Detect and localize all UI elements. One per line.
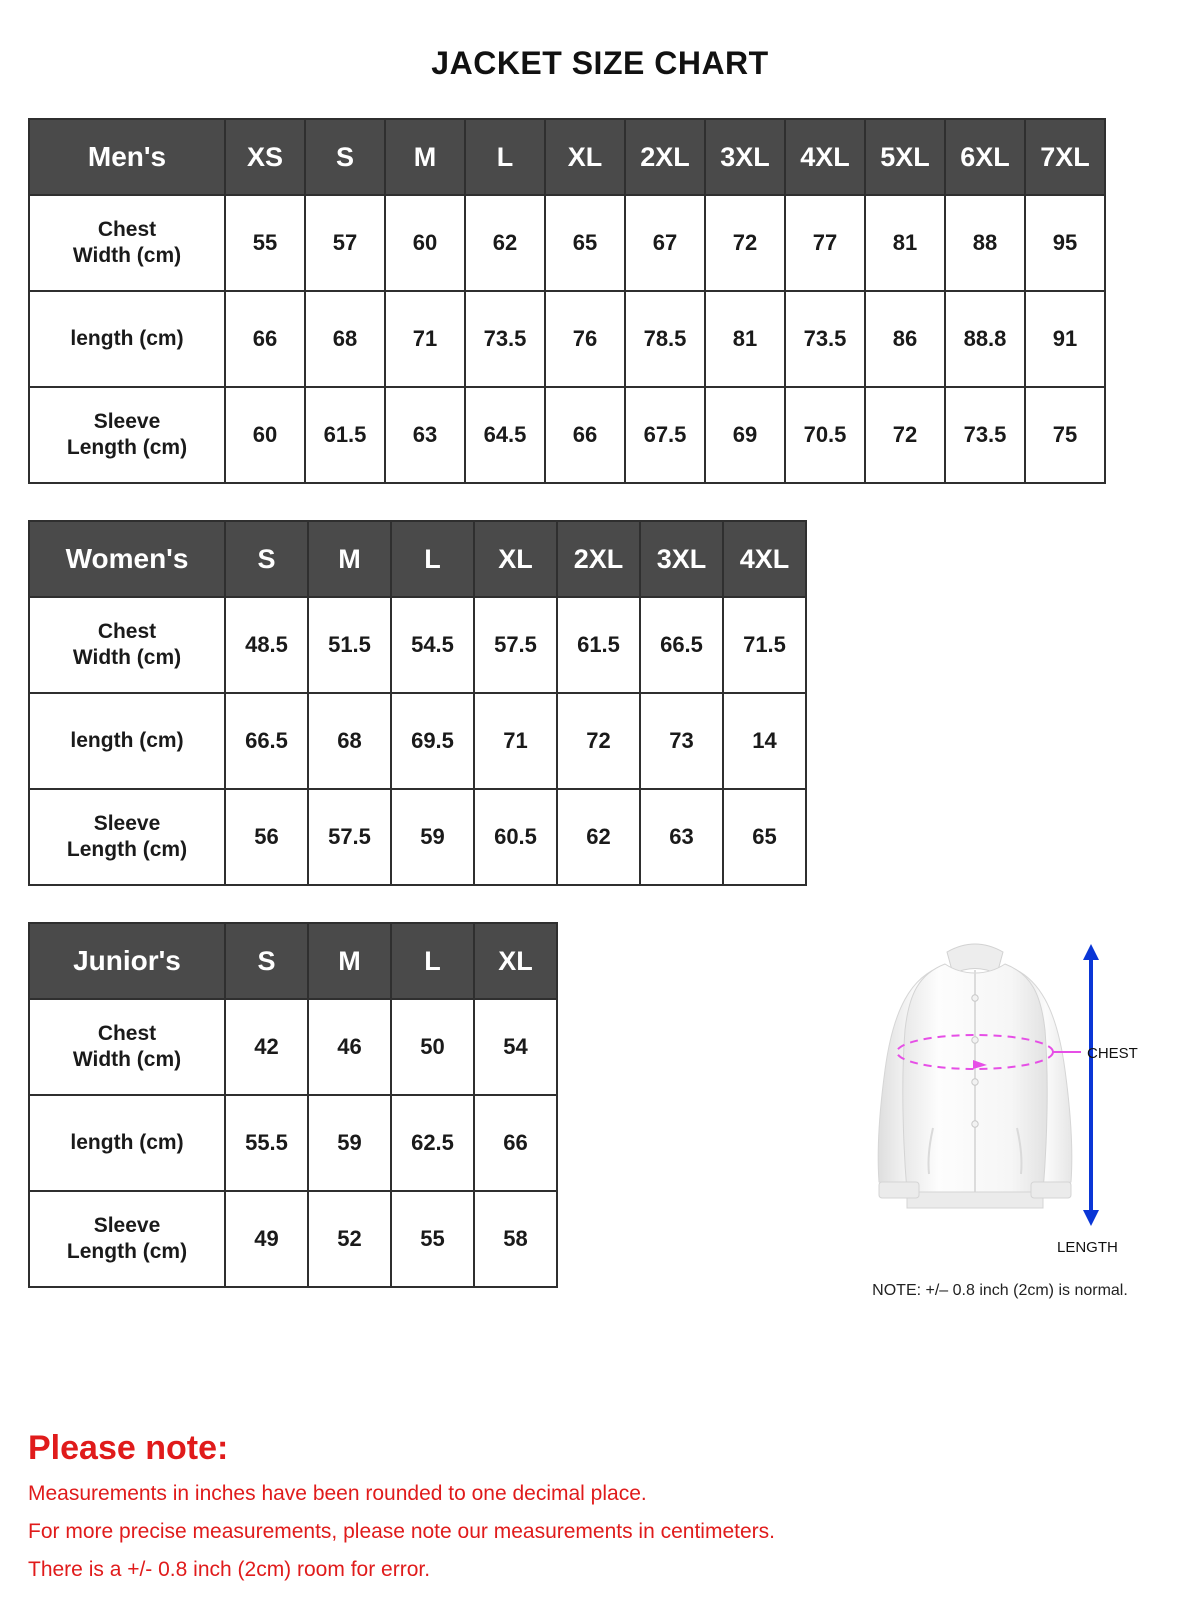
jacket-icon xyxy=(835,930,1165,1270)
row-label xyxy=(29,789,225,885)
jacket-illustration xyxy=(835,930,1165,1270)
cell: 49 xyxy=(225,1191,308,1287)
chest-label-text: CHEST xyxy=(1087,1045,1138,1062)
mens-size-header: 4XL xyxy=(785,119,865,195)
row-label-line1: Sleeve xyxy=(93,409,161,433)
cell: 54 xyxy=(474,999,557,1095)
cell: 68 xyxy=(308,693,391,789)
cell: 73.5 xyxy=(785,291,865,387)
please-note-line: Measurements in inches have been rounded to one decimal place. xyxy=(28,1482,647,1505)
row-label-line1: Chest xyxy=(97,1021,157,1045)
womens-size-header: 2XL xyxy=(557,521,640,597)
cell: 72 xyxy=(865,387,945,483)
please-note-line: There is a +/- 0.8 inch (2cm) room for error. xyxy=(28,1558,431,1581)
cell: 57.5 xyxy=(474,597,557,693)
cell: 57.5 xyxy=(308,789,391,885)
cell: 66 xyxy=(474,1095,557,1191)
cell: 64.5 xyxy=(465,387,545,483)
please-note-section xyxy=(28,1429,1168,1582)
womens-size-header: XL xyxy=(474,521,557,597)
mens-size-header: XL xyxy=(545,119,625,195)
mens-header-label: Men's xyxy=(29,119,225,195)
row-label-line2: Width (cm) xyxy=(72,1048,182,1071)
cell: 52 xyxy=(308,1191,391,1287)
table-row xyxy=(29,387,1105,483)
cell: 88.8 xyxy=(945,291,1025,387)
cell: 59 xyxy=(308,1095,391,1191)
cell: 95 xyxy=(1025,195,1105,291)
cell: 54.5 xyxy=(391,597,474,693)
cell: 77 xyxy=(785,195,865,291)
cell: 71 xyxy=(474,693,557,789)
cell: 69 xyxy=(705,387,785,483)
cell: 63 xyxy=(385,387,465,483)
cell: 46 xyxy=(308,999,391,1095)
cell: 68 xyxy=(305,291,385,387)
cell: 61.5 xyxy=(305,387,385,483)
please-note-line: For more precise measurements, please note our measurements in centimeters. xyxy=(28,1520,775,1543)
cell: 88 xyxy=(945,195,1025,291)
cell: 75 xyxy=(1025,387,1105,483)
cell: 55 xyxy=(225,195,305,291)
table-row xyxy=(29,789,806,885)
juniors-size-header: M xyxy=(308,923,391,999)
cell: 72 xyxy=(705,195,785,291)
womens-size-header: 3XL xyxy=(640,521,723,597)
mens-size-header: 5XL xyxy=(865,119,945,195)
cell: 66.5 xyxy=(225,693,308,789)
row-label-line2: Length (cm) xyxy=(66,1240,188,1263)
cell: 66 xyxy=(545,387,625,483)
page-title: JACKET SIZE CHART xyxy=(431,45,769,81)
cell: 61.5 xyxy=(557,597,640,693)
row-label-line1: length (cm) xyxy=(70,728,184,752)
row-label xyxy=(29,387,225,483)
table-row xyxy=(29,291,1105,387)
row-label xyxy=(29,1095,225,1191)
row-label-line1: length (cm) xyxy=(70,326,184,350)
row-label-line1: Chest xyxy=(97,619,157,643)
cell: 63 xyxy=(640,789,723,885)
mens-size-header: M xyxy=(385,119,465,195)
cell: 76 xyxy=(545,291,625,387)
juniors-size-table xyxy=(28,922,558,1288)
row-label xyxy=(29,999,225,1095)
juniors-size-header: XL xyxy=(474,923,557,999)
cell: 66 xyxy=(225,291,305,387)
cell: 71.5 xyxy=(723,597,806,693)
cell: 48.5 xyxy=(225,597,308,693)
mens-size-header: 7XL xyxy=(1025,119,1105,195)
table-row xyxy=(29,195,1105,291)
cell: 60 xyxy=(225,387,305,483)
jacket-measurement-diagram xyxy=(830,930,1170,1300)
cell: 81 xyxy=(865,195,945,291)
cell: 73 xyxy=(640,693,723,789)
row-label-line1: Sleeve xyxy=(93,1213,161,1237)
cell: 67.5 xyxy=(625,387,705,483)
cell: 42 xyxy=(225,999,308,1095)
cell: 60.5 xyxy=(474,789,557,885)
cell: 86 xyxy=(865,291,945,387)
mens-size-table xyxy=(28,118,1106,484)
row-label-line1: Chest xyxy=(97,217,157,241)
womens-size-table xyxy=(28,520,807,886)
row-label-line2: Length (cm) xyxy=(66,838,188,861)
row-label-line2: Width (cm) xyxy=(72,646,182,669)
cell: 66.5 xyxy=(640,597,723,693)
cell: 62 xyxy=(557,789,640,885)
cell: 56 xyxy=(225,789,308,885)
cell: 62.5 xyxy=(391,1095,474,1191)
table-row xyxy=(29,597,806,693)
cell: 55 xyxy=(391,1191,474,1287)
mens-size-header: 2XL xyxy=(625,119,705,195)
table-row xyxy=(29,693,806,789)
mens-size-header: 3XL xyxy=(705,119,785,195)
cell: 58 xyxy=(474,1191,557,1287)
juniors-size-header: L xyxy=(391,923,474,999)
table-row xyxy=(29,999,557,1095)
table-row xyxy=(29,1191,557,1287)
table-row xyxy=(29,1095,557,1191)
cell: 60 xyxy=(385,195,465,291)
table-header-row xyxy=(29,923,557,999)
please-note-heading: Please note: xyxy=(28,1429,229,1467)
womens-size-header: M xyxy=(308,521,391,597)
cell: 70.5 xyxy=(785,387,865,483)
mens-size-header: S xyxy=(305,119,385,195)
cell: 73.5 xyxy=(465,291,545,387)
cell: 65 xyxy=(545,195,625,291)
cell: 59 xyxy=(391,789,474,885)
row-label-line2: Width (cm) xyxy=(72,244,182,267)
cell: 67 xyxy=(625,195,705,291)
cell: 65 xyxy=(723,789,806,885)
womens-size-header: L xyxy=(391,521,474,597)
row-label xyxy=(29,693,225,789)
cell: 57 xyxy=(305,195,385,291)
cell: 51.5 xyxy=(308,597,391,693)
cell: 71 xyxy=(385,291,465,387)
cell: 81 xyxy=(705,291,785,387)
mens-size-header: XS xyxy=(225,119,305,195)
cell: 91 xyxy=(1025,291,1105,387)
cell: 50 xyxy=(391,999,474,1095)
womens-size-header: S xyxy=(225,521,308,597)
cell: 73.5 xyxy=(945,387,1025,483)
cell: 14 xyxy=(723,693,806,789)
mens-size-header: 6XL xyxy=(945,119,1025,195)
length-label-text: LENGTH xyxy=(1057,1239,1118,1256)
womens-header-label: Women's xyxy=(29,521,225,597)
row-label xyxy=(29,291,225,387)
row-label xyxy=(29,1191,225,1287)
table-header-row xyxy=(29,521,806,597)
cell: 55.5 xyxy=(225,1095,308,1191)
row-label xyxy=(29,195,225,291)
womens-size-header: 4XL xyxy=(723,521,806,597)
cell: 72 xyxy=(557,693,640,789)
row-label-line1: Sleeve xyxy=(93,811,161,835)
measurement-note: NOTE: +/– 0.8 inch (2cm) is normal. xyxy=(872,1282,1128,1299)
juniors-header-label: Junior's xyxy=(29,923,225,999)
row-label-line1: length (cm) xyxy=(70,1130,184,1154)
cell: 62 xyxy=(465,195,545,291)
cell: 69.5 xyxy=(391,693,474,789)
table-header-row xyxy=(29,119,1105,195)
cell: 78.5 xyxy=(625,291,705,387)
juniors-size-header: S xyxy=(225,923,308,999)
row-label xyxy=(29,597,225,693)
row-label-line2: Length (cm) xyxy=(66,436,188,459)
mens-size-header: L xyxy=(465,119,545,195)
